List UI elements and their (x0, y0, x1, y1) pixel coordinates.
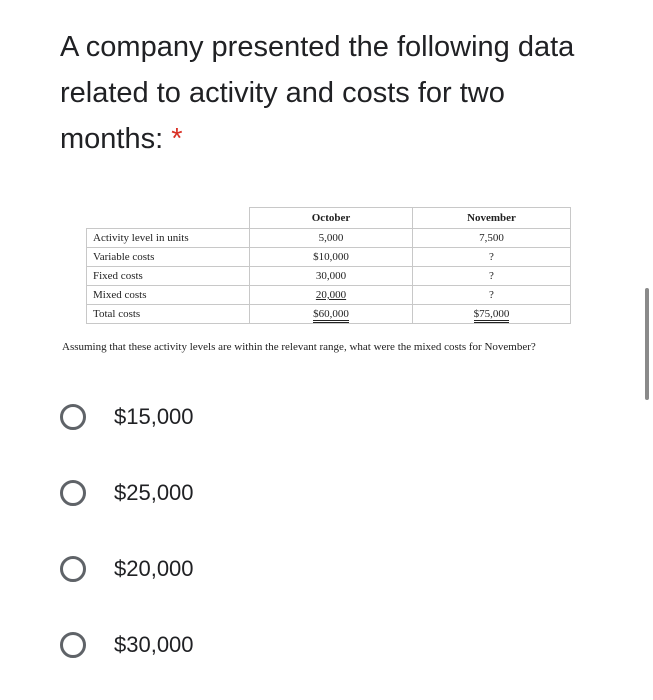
row-label: Activity level in units (87, 229, 250, 248)
november-total-value: $75,000 (474, 308, 510, 323)
radio-unchecked-icon[interactable] (60, 404, 86, 430)
question-prompt: Assuming that these activity levels are within the relevant range, what were the mixed costs for November? (62, 341, 536, 353)
october-value (250, 305, 413, 324)
table-row (87, 305, 571, 324)
october-total-value: $60,000 (313, 308, 349, 323)
row-label: Total costs (87, 305, 250, 324)
october-value: 30,000 (250, 267, 413, 286)
october-value: $10,000 (250, 248, 413, 267)
table-header-row (87, 208, 571, 229)
october-mixed-value: 20,000 (315, 289, 347, 301)
required-asterisk: * (171, 123, 183, 155)
november-value: 7,500 (413, 229, 571, 248)
option-25000[interactable] (60, 471, 194, 515)
answer-options (60, 395, 194, 699)
option-20000[interactable] (60, 547, 194, 591)
row-label: Variable costs (87, 248, 250, 267)
table-header-november: November (413, 208, 571, 229)
row-label: Mixed costs (87, 286, 250, 305)
table-header-blank (87, 208, 250, 229)
november-value (413, 305, 571, 324)
cost-data-table (86, 207, 571, 324)
option-30000[interactable] (60, 623, 194, 667)
radio-unchecked-icon[interactable] (60, 480, 86, 506)
october-value (250, 286, 413, 305)
row-label: Fixed costs (87, 267, 250, 286)
table-row (87, 248, 571, 267)
november-value: ? (413, 286, 571, 305)
question-title (60, 24, 580, 162)
table-row (87, 229, 571, 248)
question-title-text: A company presented the following data related to activity and costs for two months: (60, 31, 575, 155)
option-15000[interactable] (60, 395, 194, 439)
table-row (87, 267, 571, 286)
scrollbar[interactable] (645, 288, 649, 400)
table-header-october: October (250, 208, 413, 229)
option-label: $30,000 (114, 632, 194, 657)
radio-unchecked-icon[interactable] (60, 632, 86, 658)
november-value: ? (413, 248, 571, 267)
october-value: 5,000 (250, 229, 413, 248)
option-label: $25,000 (114, 480, 194, 505)
option-label: $15,000 (114, 404, 194, 429)
radio-unchecked-icon[interactable] (60, 556, 86, 582)
table-row (87, 286, 571, 305)
option-label: $20,000 (114, 556, 194, 581)
november-value: ? (413, 267, 571, 286)
